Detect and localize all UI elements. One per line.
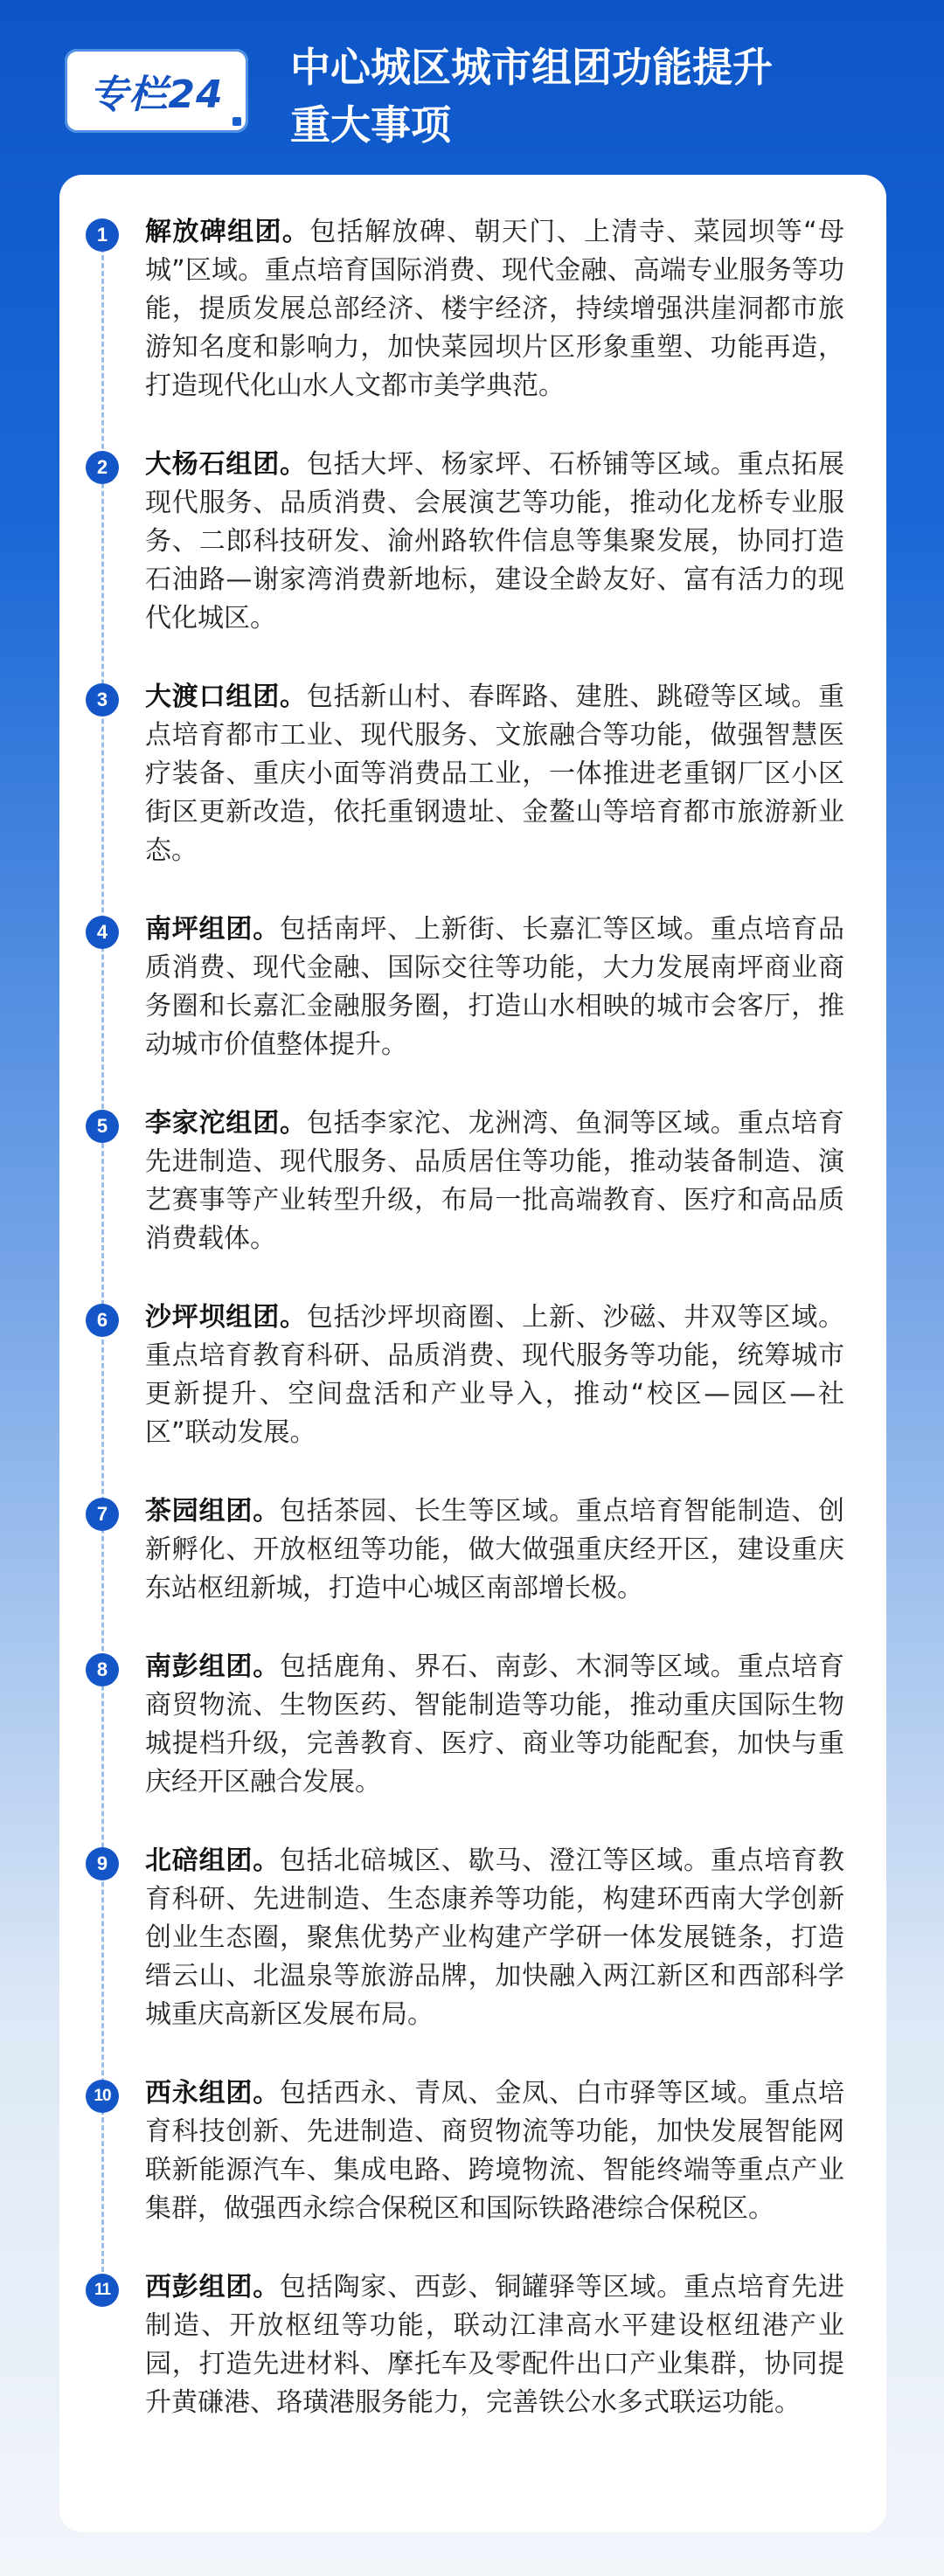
item-name: 西永组团。 xyxy=(145,2078,280,2109)
item-description: 包括沙坪坝商圈、上新、沙磁、井双等区域。重点培育教育科研、品质消费、现代服务等功能，统筹城市更新提升、空间盘活和产业导入，推动“校区—园区—社区”联动发展。 xyxy=(145,1302,845,1448)
item-number-badge: 3 xyxy=(86,683,119,717)
item-text xyxy=(145,911,844,1064)
item-number-badge: 8 xyxy=(86,1653,119,1686)
header xyxy=(0,0,944,175)
list-item xyxy=(59,1492,886,1608)
item-name: 李家沱组团。 xyxy=(145,1108,307,1139)
item-number-badge: 2 xyxy=(86,451,119,484)
content-card xyxy=(59,175,886,2532)
item-name: 南坪组团。 xyxy=(145,914,280,945)
item-description: 包括北碚城区、歇马、澄江等区域。重点培育教育科研、先进制造、生态康养等功能，构建环西南大学创新创业生态圈，聚焦优势产业构建产学研一体发展链条，打造缙云山、北温泉等旅游品牌，加快融入两江新区和西部科学城重庆高新区发展布局。 xyxy=(145,1845,844,2030)
item-name: 南彭组团。 xyxy=(145,1652,280,1682)
list-item xyxy=(59,1648,886,1802)
item-description: 包括西永、青凤、金凤、白市驿等区域。重点培育科技创新、先进制造、商贸物流等功能，加快发展智能网联新能源汽车、集成电路、跨境物流、智能终端等重点产业集群，做强西永综合保税区和国际铁路港综合保税区。 xyxy=(145,2078,844,2224)
item-number-badge: 9 xyxy=(86,1847,119,1880)
item-description: 包括李家沱、龙洲湾、鱼洞等区域。重点培育先进制造、现代服务、品质居住等功能，推动装备制造、演艺赛事等产业转型升级，布局一批高端教育、医疗和高品质消费载体。 xyxy=(145,1108,845,1254)
item-number-badge: 5 xyxy=(86,1110,119,1143)
item-name: 大杨石组团。 xyxy=(145,449,307,480)
list-item xyxy=(59,1298,886,1452)
list-item xyxy=(59,911,886,1064)
item-description: 包括茶园、长生等区域。重点培育智能制造、创新孵化、开放枢纽等功能，做大做强重庆经开区，建设重庆东站枢纽新城，打造中心城区南部增长极。 xyxy=(145,1496,844,1603)
list-item xyxy=(59,2074,886,2228)
item-text xyxy=(145,1842,844,2034)
item-name: 沙坪坝组团。 xyxy=(145,1302,307,1333)
item-text xyxy=(145,1648,844,1802)
item-number-badge: 11 xyxy=(86,2274,119,2307)
title-line-1: 中心城区城市组团功能提升 xyxy=(290,44,773,91)
item-text xyxy=(145,213,844,405)
item-text xyxy=(145,678,844,870)
item-number-badge: 6 xyxy=(86,1304,119,1337)
item-number-badge: 1 xyxy=(86,218,119,252)
list-item xyxy=(59,213,886,405)
item-description: 包括鹿角、界石、南彭、木洞等区域。重点培育商贸物流、生物医药、智能制造等功能，推动重庆国际生物城提档升级，完善教育、医疗、商业等功能配套，加快与重庆经开区融合发展。 xyxy=(145,1652,844,1797)
item-text xyxy=(145,446,844,638)
item-name: 大渡口组团。 xyxy=(145,682,307,712)
item-description: 包括解放碑、朝天门、上清寺、菜园坝等“母城”区域。重点培育国际消费、现代金融、高端专业服务等功能，提质发展总部经济、楼宇经济，持续增强洪崖洞都市旅游知名度和影响力，加快菜园坝片区形象重塑、功能再造，打造现代化山水人文都市美学典范。 xyxy=(145,217,845,401)
item-description: 包括大坪、杨家坪、石桥铺等区域。重点拓展现代服务、品质消费、会展演艺等功能，推动化龙桥专业服务、二郎科技研发、渝州路软件信息等集聚发展，协同打造石油路—谢家湾消费新地标，建设全龄友好、富有活力的现代化城区。 xyxy=(145,449,845,634)
item-number-badge: 7 xyxy=(86,1498,119,1531)
item-text xyxy=(145,1298,844,1452)
item-name: 茶园组团。 xyxy=(145,1496,280,1527)
list-item xyxy=(59,678,886,870)
list-item xyxy=(59,446,886,638)
item-text xyxy=(145,1104,844,1258)
item-name: 北碚组团。 xyxy=(145,1845,280,1876)
list-item xyxy=(59,2268,886,2422)
column-badge xyxy=(65,49,248,133)
item-description: 包括新山村、春晖路、建胜、跳磴等区域。重点培育都市工业、现代服务、文旅融合等功能，做强智慧医疗装备、重庆小面等消费品工业，一体推进老重钢厂区小区街区更新改造，依托重钢遗址、金鳌山等培育都市旅游新业态。 xyxy=(145,682,845,866)
badge-label: 专栏24 xyxy=(89,73,224,117)
item-text xyxy=(145,2268,844,2422)
item-name: 解放碑组团。 xyxy=(145,217,310,247)
item-description: 包括陶家、西彭、铜罐驿等区域。重点培育先进制造、开放枢纽等功能，联动江津高水平建设枢纽港产业园，打造先进材料、摩托车及零配件出口产业集群，协同提升黄磏港、珞璜港服务能力，完善铁公水多式联运功能。 xyxy=(145,2272,844,2418)
item-number-badge: 10 xyxy=(86,2080,119,2113)
page-title xyxy=(290,38,902,154)
item-text xyxy=(145,2074,844,2228)
list-item xyxy=(59,1842,886,2034)
item-number-badge: 4 xyxy=(86,916,119,949)
item-list xyxy=(59,213,886,2462)
list-item xyxy=(59,1104,886,1258)
title-line-2: 重大事项 xyxy=(290,101,451,149)
item-description: 包括南坪、上新街、长嘉汇等区域。重点培育品质消费、现代金融、国际交往等功能，大力发展南坪商业商务圈和长嘉汇金融服务圈，打造山水相映的城市会客厅，推动城市价值整体提升。 xyxy=(145,914,844,1060)
item-text xyxy=(145,1492,844,1608)
item-name: 西彭组团。 xyxy=(145,2272,280,2302)
